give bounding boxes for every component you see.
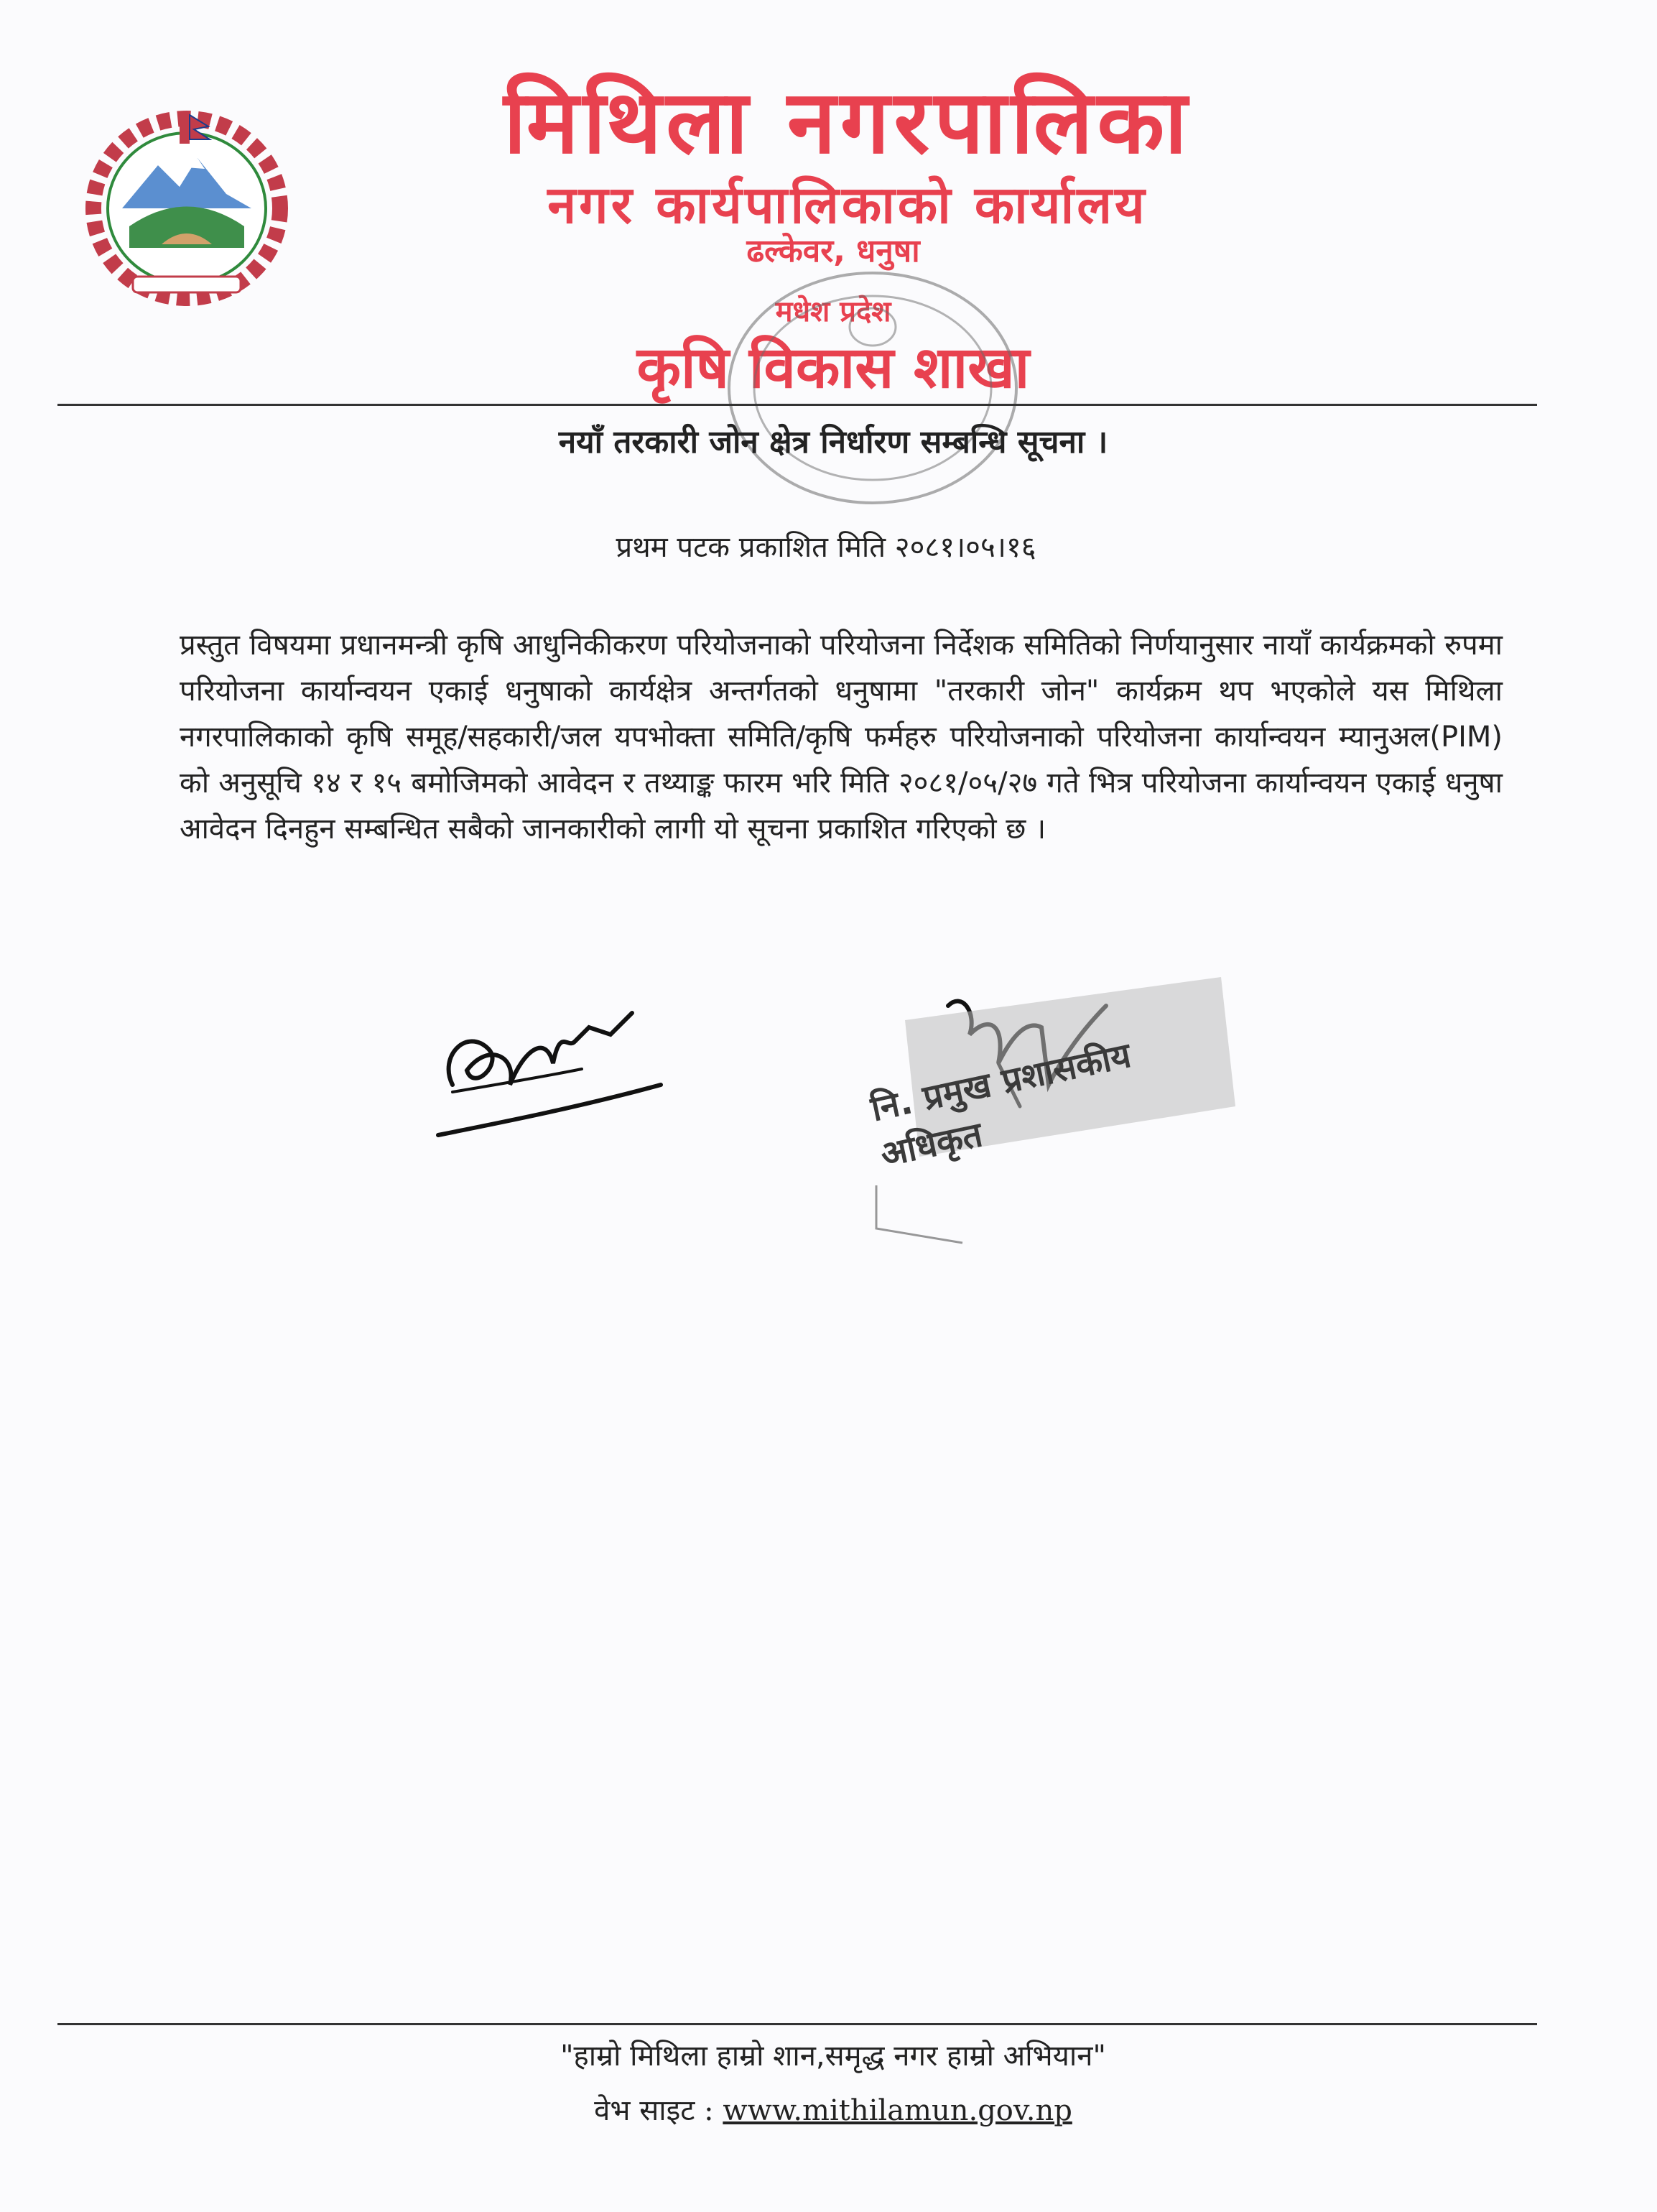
municipality-name: मिथिला नगरपालिका xyxy=(503,71,1192,173)
nepal-government-emblem-icon xyxy=(72,101,302,309)
province-name: मधेश प्रदेश xyxy=(775,295,891,328)
official-seal xyxy=(711,259,1034,517)
footer-motto: "हाम्रो मिथिला हाम्रो शान,समृद्ध नगर हाम्रो अभियान" xyxy=(560,2040,1106,2073)
footer-divider xyxy=(57,2023,1537,2025)
header-divider xyxy=(57,404,1537,406)
notice-subject: नयाँ तरकारी जोन क्षेत्र निर्धारण सम्बन्धि सूचना । xyxy=(558,424,1108,461)
designation-stamp-text: नि. प्रमुख प्रशासकीय अधिकृत xyxy=(867,1035,1135,1175)
branch-name: कृषि विकास शाखा xyxy=(636,334,1030,401)
office-name: नगर कार्यपालिकाको कार्यालय xyxy=(547,175,1148,235)
office-address: ढल्केवर, धनुषा xyxy=(746,233,920,269)
footer-website xyxy=(402,2091,1264,2131)
signature-left xyxy=(424,984,682,1157)
website-label: वेभ साइट : xyxy=(594,2094,714,2127)
website-link[interactable]: www.mithilamun.gov.np xyxy=(723,2094,1072,2127)
notice-body: प्रस्तुत विषयमा प्रधानमन्त्री कृषि आधुनिकीकरण परियोजनाको परियोजना निर्देशक समितिको निर्णयानुसार नायाँ कार्यक्रमको रुपमा परियोजना कार्यान्वयन एकाई धनुषाको कार्यक्षेत्र अन्तर्गतको धनुषामा "तरकारी जोन" कार्यक्रम थप भएकोले यस मिथिला नगरपालिकाको कृषि समूह/सहकारी/जल यपभोक्ता समिति/कृषि फर्महरु परियोजनाको परियोजना कार्यान्वयन म्यानुअल(PIM) को अनुसूचि १४ र १५ बमोजिमको आवेदन र तथ्याङ्क फारम भरि मिति २०८१/०५/२७ गते भित्र परियोजना कार्यान्वयन एकाई धनुषा आवेदन दिनहुन सम्बन्धित सबैको जानकारीको लागी यो सूचना प्रकाशित गरिएको छ । xyxy=(180,629,1503,846)
publication-date: प्रथम पटक प्रकाशित मिति २०८१।०५।१६ xyxy=(616,531,1036,564)
